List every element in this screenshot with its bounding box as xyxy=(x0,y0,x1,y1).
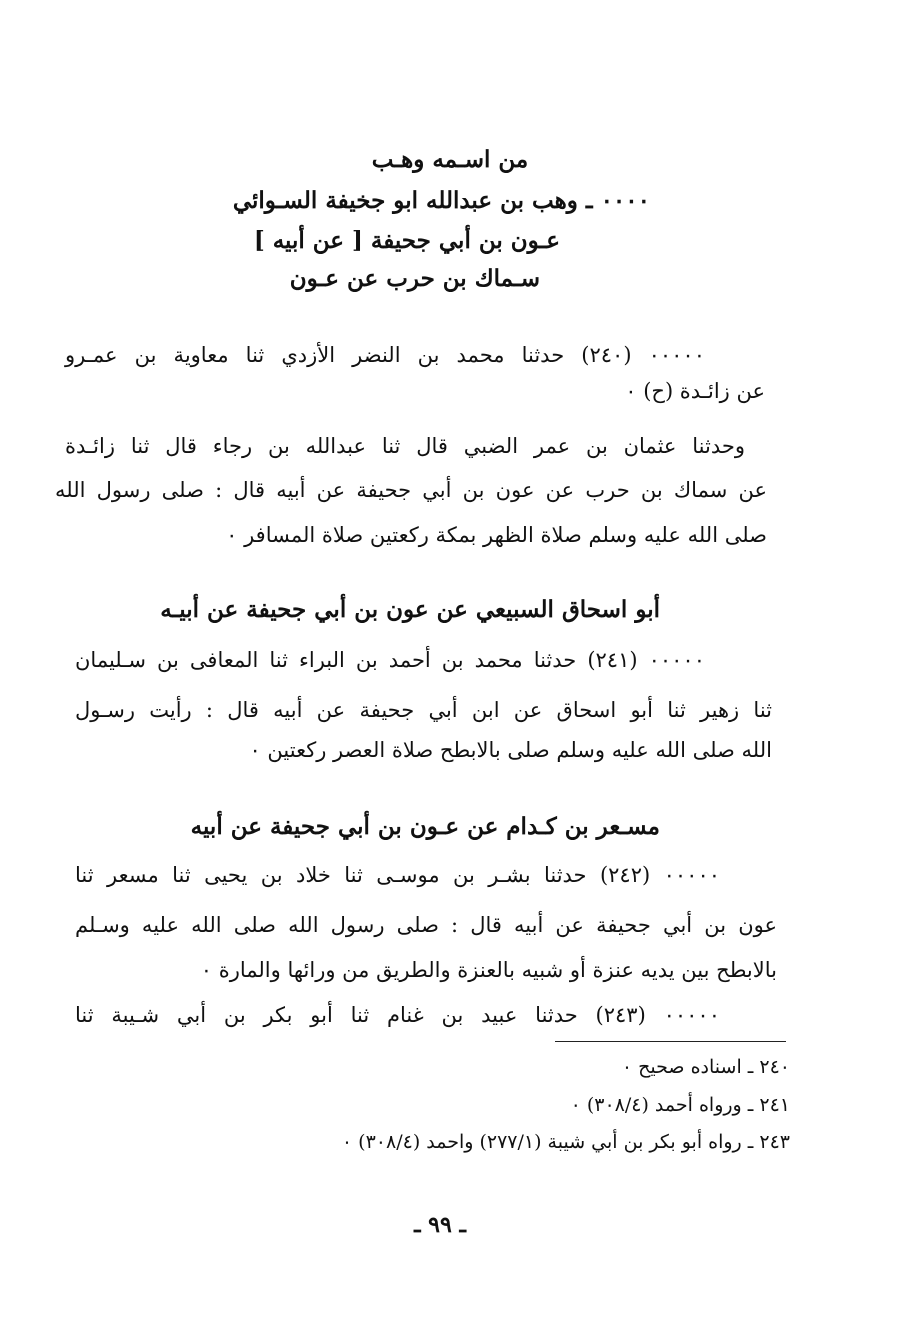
narrator-heading-3: سـماك بن حرب عن عـون xyxy=(289,265,540,292)
hadith-242-line-1: ٠٠٠٠٠ (٢٤٢) حدثنا بشـر بن موسـى ثنا خلاد بن يحيى ثنا مسعر ثنا xyxy=(75,863,721,887)
narrator-heading-2: عـون بن أبي جحيفة [ عن أبيه ] xyxy=(253,227,560,254)
hadith-241-line-2: ثنا زهير ثنا أبو اسحاق عن ابن أبي جحيفة عن أبيه قال : رأيت رسـول xyxy=(75,698,772,722)
hadith-240-line-2: عن زائـدة (ح) ٠ xyxy=(625,379,765,403)
footnote-divider xyxy=(555,1041,786,1042)
page-number: ـ ٩٩ ـ xyxy=(414,1212,466,1238)
chain-heading-2: أبو اسحاق السبيعي عن عون بن أبي جحيفة عن أبيـه xyxy=(160,596,660,623)
hadith-241-line-3: الله صلى الله عليه وسلم صلى بالابطح صلاة العصر ركعتين ٠ xyxy=(249,738,772,762)
section-title: من اسـمه وهـب xyxy=(371,146,529,173)
hadith-242-line-2: عون بن أبي جحيفة عن أبيه قال : صلى رسول الله صلى الله عليه وسـلم xyxy=(75,913,777,937)
hadith-243-line-1: ٠٠٠٠٠ (٢٤٣) حدثنا عبيد بن غنام ثنا أبو بكر بن أبي شـيبة ثنا xyxy=(75,1003,720,1027)
footnote-240: ٢٤٠ ـ اسناده صحيح ٠ xyxy=(621,1056,790,1078)
footnote-241: ٢٤١ ـ ورواه أحمد (٣٠٨/٤) ٠ xyxy=(570,1094,790,1116)
hadith-241-line-1: ٠٠٠٠٠ (٢٤١) حدثنا محمد بن أحمد بن البراء ثنا المعافى بن سـليمان xyxy=(75,648,705,672)
narrator-heading-1: ٠٠٠٠ ـ وهب بن عبدالله ابو جخيفة السـوائي xyxy=(232,187,650,214)
footnote-243: ٢٤٣ ـ رواه أبو بكر بن أبي شيبة (٢٧٧/١) واحمد (٣٠٨/٤) ٠ xyxy=(341,1131,790,1153)
hadith-240-line-5: صلى الله عليه وسلم صلاة الظهر بمكة ركعتين صلاة المسافر ٠ xyxy=(226,523,767,547)
hadith-240-line-4: عن سماك بن حرب عن عون بن أبي جحيفة عن أبيه قال : صلى رسول الله xyxy=(55,478,767,502)
hadith-242-line-3: بالابطح بين يديه عنزة أو شبيه بالعنزة والطريق من ورائها والمارة ٠ xyxy=(200,958,777,982)
hadith-240-line-3: وحدثنا عثمان بن عمر الضبي قال ثنا عبدالله بن رجاء قال ثنا زائـدة xyxy=(65,434,745,458)
chain-heading-3: مسـعر بن كـدام عن عـون بن أبي جحيفة عن أبيه xyxy=(190,813,660,840)
hadith-240-line-1: ٠٠٠٠٠ (٢٤٠) حدثنا محمد بن النضر الأزدي ثنا معاوية بن عمـرو xyxy=(65,343,705,367)
